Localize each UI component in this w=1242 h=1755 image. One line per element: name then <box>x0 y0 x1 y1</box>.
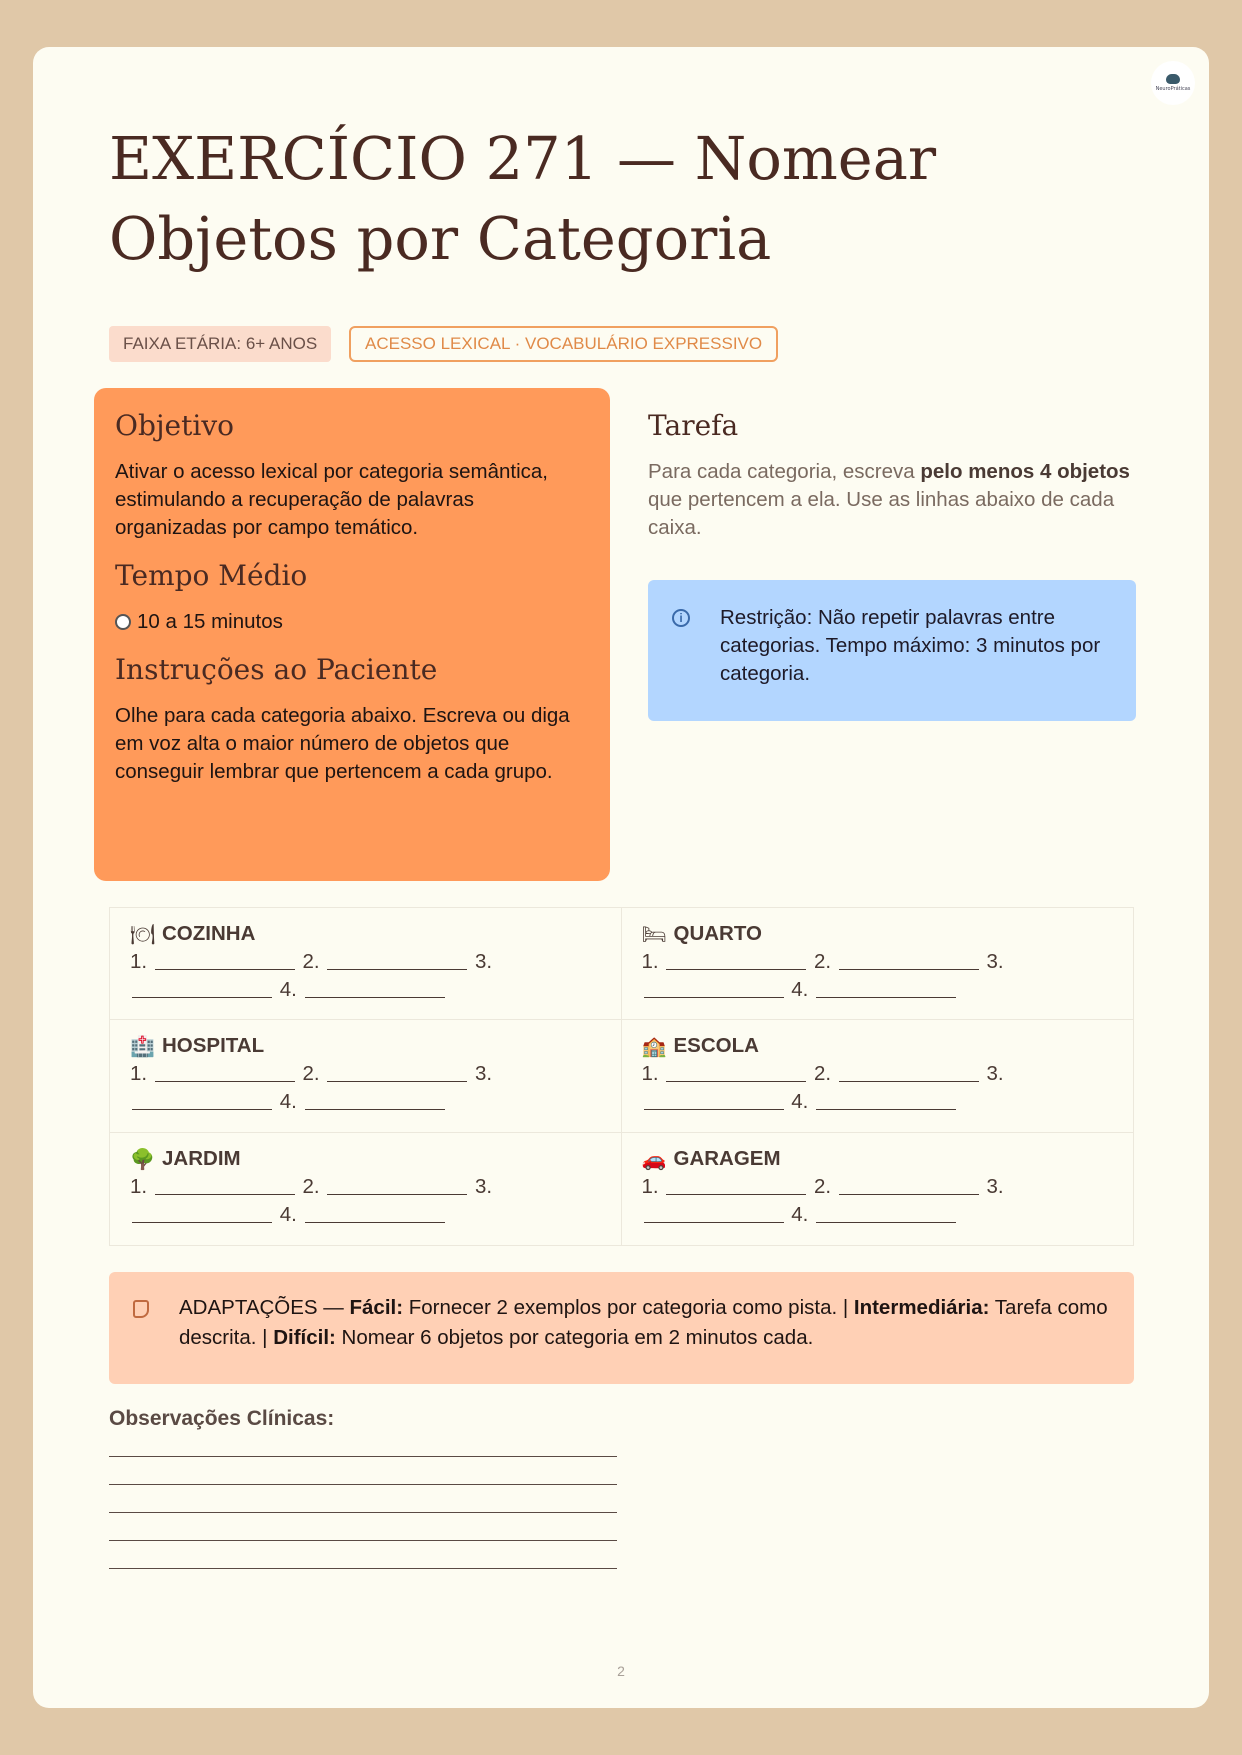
task-text-after: que pertencem a ela. Use as linhas abaixo de cada caixa. <box>648 488 1115 539</box>
observations-label: Observações Clínicas: <box>109 1407 335 1430</box>
easy-text: Fornecer 2 exemplos por categoria como pista. | <box>403 1296 854 1319</box>
answer-blank[interactable] <box>132 1202 272 1223</box>
answer-number: 2. <box>302 1174 320 1198</box>
answer-blank[interactable] <box>839 949 979 970</box>
task-text <box>648 458 1168 542</box>
answer-blank[interactable] <box>666 1061 806 1082</box>
answer-number: 1. <box>130 950 148 973</box>
answer-blank[interactable] <box>644 977 784 998</box>
category-cell <box>622 1020 1134 1132</box>
intermediate-text: Tarefa como descrita. | <box>179 1296 1108 1349</box>
page-number: 2 <box>617 1663 625 1679</box>
answer-number: 3. <box>986 1174 1004 1198</box>
answer-number: 2. <box>814 1062 832 1086</box>
answer-number: 3. <box>475 1062 493 1086</box>
restriction-box <box>648 580 1136 721</box>
category-name: ESCOLA <box>673 1034 759 1058</box>
answer-blank[interactable] <box>816 1202 956 1223</box>
category-name: JARDIM <box>162 1146 241 1170</box>
stopwatch-icon <box>115 614 131 630</box>
category-name: QUARTO <box>673 922 762 945</box>
answer-blank[interactable] <box>327 1174 467 1195</box>
answer-blank[interactable] <box>644 1202 784 1223</box>
answer-blank[interactable] <box>132 977 272 998</box>
time-text: 10 a 15 minutos <box>137 610 283 633</box>
answer-blank[interactable] <box>305 1202 445 1223</box>
answer-number: 4. <box>791 978 809 1001</box>
answer-number: 2. <box>814 1174 832 1198</box>
school-icon: 🏫 <box>641 1034 667 1059</box>
answer-number: 4. <box>279 1090 297 1114</box>
hospital-icon: 🏥 <box>130 1034 155 1059</box>
time-heading: Tempo Médio <box>115 559 308 592</box>
hard-label: Difícil: <box>273 1326 336 1349</box>
answer-blank[interactable] <box>155 949 295 970</box>
tree-icon: 🌳 <box>130 1146 155 1171</box>
observation-line[interactable] <box>109 1541 617 1569</box>
category-title <box>130 1032 601 1060</box>
easy-label: Fácil: <box>349 1296 404 1319</box>
answer-blank[interactable] <box>644 1089 784 1110</box>
note-icon <box>133 1300 149 1318</box>
worksheet-page <box>33 47 1209 1708</box>
answer-lines <box>130 948 601 1004</box>
answer-blank[interactable] <box>839 1174 979 1195</box>
car-icon: 🚗 <box>641 1146 667 1171</box>
info-card <box>94 388 610 881</box>
category-grid <box>109 907 1134 1246</box>
instructions-heading: Instruções ao Paciente <box>115 653 438 686</box>
category-cell <box>110 908 622 1020</box>
answer-blank[interactable] <box>816 1089 956 1110</box>
answer-blank[interactable] <box>666 949 806 970</box>
category-cell <box>110 1020 622 1132</box>
restriction-text: Restrição: Não repetir palavras entre categorias. Tempo máximo: 3 minutos por categoria. <box>720 606 1101 685</box>
category-title <box>642 920 1114 948</box>
answer-number: 4. <box>279 1202 297 1226</box>
observation-line[interactable] <box>109 1457 617 1485</box>
answer-number: 1. <box>641 1174 659 1198</box>
bed-icon: 🛏 <box>641 922 667 946</box>
answer-number: 4. <box>279 978 297 1001</box>
page-title: EXERCÍCIO 271 — Nomear Objetos por Categoria <box>109 124 937 273</box>
plate-cutlery-icon: 🍽 <box>130 922 156 946</box>
objective-text: Ativar o acesso lexical por categoria semântica, estimulando a recuperação de palavras organizadas por campo temático. <box>115 460 548 539</box>
answer-lines <box>642 1173 1114 1229</box>
answer-lines <box>642 1060 1114 1116</box>
task-section <box>648 406 1168 542</box>
time-row <box>115 608 589 636</box>
category-title <box>130 1145 601 1173</box>
answer-number: 2. <box>814 950 832 973</box>
answer-number: 1. <box>641 1062 659 1086</box>
category-name: HOSPITAL <box>162 1034 265 1058</box>
answer-blank[interactable] <box>305 977 445 998</box>
brain-icon <box>1166 74 1180 84</box>
answer-number: 4. <box>791 1202 809 1226</box>
answer-number: 1. <box>641 950 659 973</box>
category-title <box>642 1145 1114 1173</box>
adaptations-box <box>109 1272 1134 1384</box>
category-cell <box>622 908 1134 1020</box>
objective-heading: Objetivo <box>115 409 235 442</box>
answer-blank[interactable] <box>155 1174 295 1195</box>
category-name: COZINHA <box>162 922 256 945</box>
task-text-before: Para cada categoria, escreva <box>648 460 921 483</box>
logo-text: NeuroPráticas <box>1155 86 1191 92</box>
observation-line[interactable] <box>109 1513 617 1541</box>
task-heading: Tarefa <box>648 409 739 442</box>
answer-blank[interactable] <box>816 977 956 998</box>
brand-logo <box>1151 61 1195 105</box>
info-icon: i <box>672 609 690 627</box>
answer-number: 1. <box>130 1062 148 1086</box>
hard-text: Nomear 6 objetos por categoria em 2 minutos cada. <box>335 1326 814 1349</box>
answer-lines <box>642 948 1114 1004</box>
answer-number: 3. <box>475 950 493 973</box>
answer-number: 3. <box>986 950 1004 973</box>
category-cell <box>622 1133 1134 1245</box>
answer-blank[interactable] <box>666 1174 806 1195</box>
observation-line[interactable] <box>109 1485 617 1513</box>
answer-number: 3. <box>986 1062 1004 1086</box>
category-title <box>130 920 601 948</box>
answer-number: 3. <box>475 1174 493 1198</box>
answer-lines <box>130 1060 601 1116</box>
answer-blank[interactable] <box>327 1061 467 1082</box>
answer-blank[interactable] <box>305 1089 445 1110</box>
skill-area-badge: ACESSO LEXICAL · VOCABULÁRIO EXPRESSIVO <box>349 326 778 362</box>
task-text-bold: pelo menos 4 objetos <box>920 460 1130 483</box>
answer-lines <box>130 1173 601 1229</box>
answer-blank[interactable] <box>327 949 467 970</box>
adaptations-prefix: ADAPTAÇÕES — <box>179 1296 350 1319</box>
answer-number: 2. <box>302 1062 320 1086</box>
age-range-badge: FAIXA ETÁRIA: 6+ ANOS <box>109 326 331 362</box>
answer-blank[interactable] <box>132 1089 272 1110</box>
answer-number: 2. <box>302 950 320 973</box>
observations-lines[interactable] <box>109 1456 617 1569</box>
answer-blank[interactable] <box>839 1061 979 1082</box>
answer-number: 4. <box>791 1090 809 1114</box>
category-title <box>642 1032 1114 1060</box>
intermediate-label: Intermediária: <box>853 1296 990 1319</box>
answer-blank[interactable] <box>155 1061 295 1082</box>
category-cell <box>110 1133 622 1245</box>
category-name: GARAGEM <box>673 1146 781 1170</box>
answer-number: 1. <box>130 1174 148 1198</box>
instructions-text: Olhe para cada categoria abaixo. Escreva ou diga em voz alta o maior número de objetos que conseguir lembrar que pertencem a cada grupo. <box>115 704 570 783</box>
